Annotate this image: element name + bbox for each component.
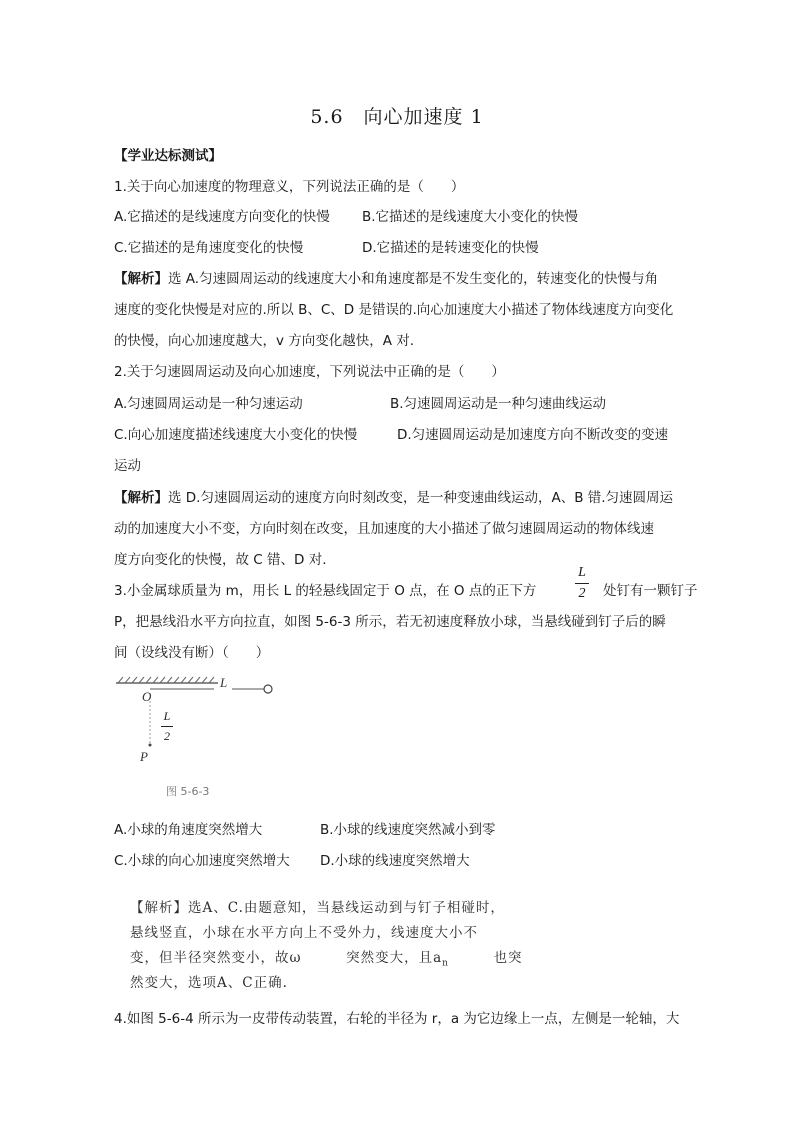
q3-option-b: B.小球的线速度突然减小到零 <box>320 822 496 838</box>
q1-option-b: B.它描述的是线速度大小变化的快慢 <box>362 209 579 225</box>
q3-stem-line-2: P，把悬线沿水平方向拉直，如图 5-6-3 所示，若无初速度释放小球，当悬线碰到钉子后的瞬 <box>114 614 666 630</box>
q2-answer-tag: 【解析】 <box>114 490 168 506</box>
q2-answer-line-3: 度方向变化的快慢，故 C 错、D 对. <box>114 552 327 568</box>
label-L: L <box>220 675 228 690</box>
q3-stem-line-1b: 处钉有一颗钉子 <box>603 583 698 599</box>
q3-stem-line-3: 间（设线没有断）（ ） <box>114 645 270 661</box>
page-title: 5.6 向心加速度 1 <box>310 106 484 128</box>
label-half-L <box>160 709 174 744</box>
q2-answer-line-2: 动的加速度大小不变，方向时刻在改变，且加速度的大小描述了做匀速圆周运动的物体线速 <box>114 521 654 537</box>
scan-line-4: 然变大，选项A、C正确. <box>130 975 288 991</box>
pendulum-diagram <box>114 675 294 785</box>
q1-answer-text-1: 选 A.匀速圆周运动的线速度大小和角速度都是不发生变化的，转速变化的快慢与角 <box>168 271 659 287</box>
q3-fraction-bar <box>575 583 589 584</box>
q3-option-d: D.小球的线速度突然增大 <box>320 853 470 869</box>
figure-5-6-3 <box>114 675 294 805</box>
q1-answer-line-2: 速度的变化快慢是对应的.所以 B、C、D 是错误的.向心加速度大小描述了物体线速度方向变化 <box>114 302 674 318</box>
scan-line-3 <box>130 946 523 969</box>
q2-option-b: B.匀速圆周运动是一种匀速曲线运动 <box>390 396 607 412</box>
scan-subscript: n <box>442 958 449 969</box>
q1-answer-line-1 <box>114 269 658 289</box>
nail-point <box>149 744 152 747</box>
fig-fraction-denominator: 2 <box>164 729 170 743</box>
fig-fraction-numerator: L <box>163 709 171 723</box>
q3-fraction <box>574 565 590 602</box>
q1-option-c: C.它描述的是角速度变化的快慢 <box>114 240 304 256</box>
q2-answer-line-1 <box>114 488 673 508</box>
q3-fraction-denominator: 2 <box>578 586 586 601</box>
q2-option-c: C.向心加速度描述线速度大小变化的快慢 <box>114 427 358 443</box>
q2-stem: 2.关于匀速圆周运动及向心加速度，下列说法中正确的是（ ） <box>114 364 505 380</box>
q2-option-d-cont: 运动 <box>114 458 141 474</box>
section-heading: 【学业达标测试】 <box>114 148 222 164</box>
q1-answer-tag: 【解析】 <box>114 271 168 287</box>
label-O: O <box>142 689 152 704</box>
metal-ball <box>264 685 272 693</box>
q1-option-d: D.它描述的是转速变化的快慢 <box>362 240 539 256</box>
ceiling-hatching <box>118 677 214 683</box>
scan-line-3d: 也突 <box>493 950 523 966</box>
q4-stem: 4.如图 5-6-4 所示为一皮带传动装置，右轮的半径为 r，a 为它边缘上一点，左侧是一轮轴，大 <box>114 1011 680 1027</box>
scan-line-3b: 突然变大，且a <box>346 950 443 966</box>
q3-fraction-numerator: L <box>578 565 586 580</box>
q1-stem: 1.关于向心加速度的物理意义，下列说法正确的是（ ） <box>114 179 465 195</box>
q2-option-a: A.匀速圆周运动是一种匀速运动 <box>114 396 303 412</box>
scan-line-2: 悬线竖直，小球在水平方向上不受外力，线速度大小不 <box>130 925 478 941</box>
scan-line-1: 【解析】选A、C.由题意知，当悬线运动到与钉子相碰时， <box>130 900 505 916</box>
q1-option-a: A.它描述的是线速度方向变化的快慢 <box>114 209 330 225</box>
scan-line-3a: 变，但半径突然变小，故ω <box>130 950 302 966</box>
q2-option-d: D.匀速圆周运动是加速度方向不断改变的变速 <box>397 427 669 443</box>
label-P: P <box>140 749 148 764</box>
q1-answer-line-3: 的快慢，向心加速度越大，v 方向变化越快，A 对. <box>114 333 415 349</box>
q3-option-a: A.小球的角速度突然增大 <box>114 822 263 838</box>
q3-scanned-answer <box>120 888 523 998</box>
figure-caption: 图 5-6-3 <box>166 785 210 798</box>
q3-stem-line-1a: 3.小金属球质量为 m，用长 L 的轻悬线固定于 O 点，在 O 点的正下方 <box>114 583 537 599</box>
q2-answer-text-1: 选 D.匀速圆周运动的速度方向时刻改变，是一种变速曲线运动，A、B 错.匀速圆周运 <box>168 490 674 506</box>
q3-option-c: C.小球的向心加速度突然增大 <box>114 853 290 869</box>
fig-fraction-bar <box>161 726 173 727</box>
